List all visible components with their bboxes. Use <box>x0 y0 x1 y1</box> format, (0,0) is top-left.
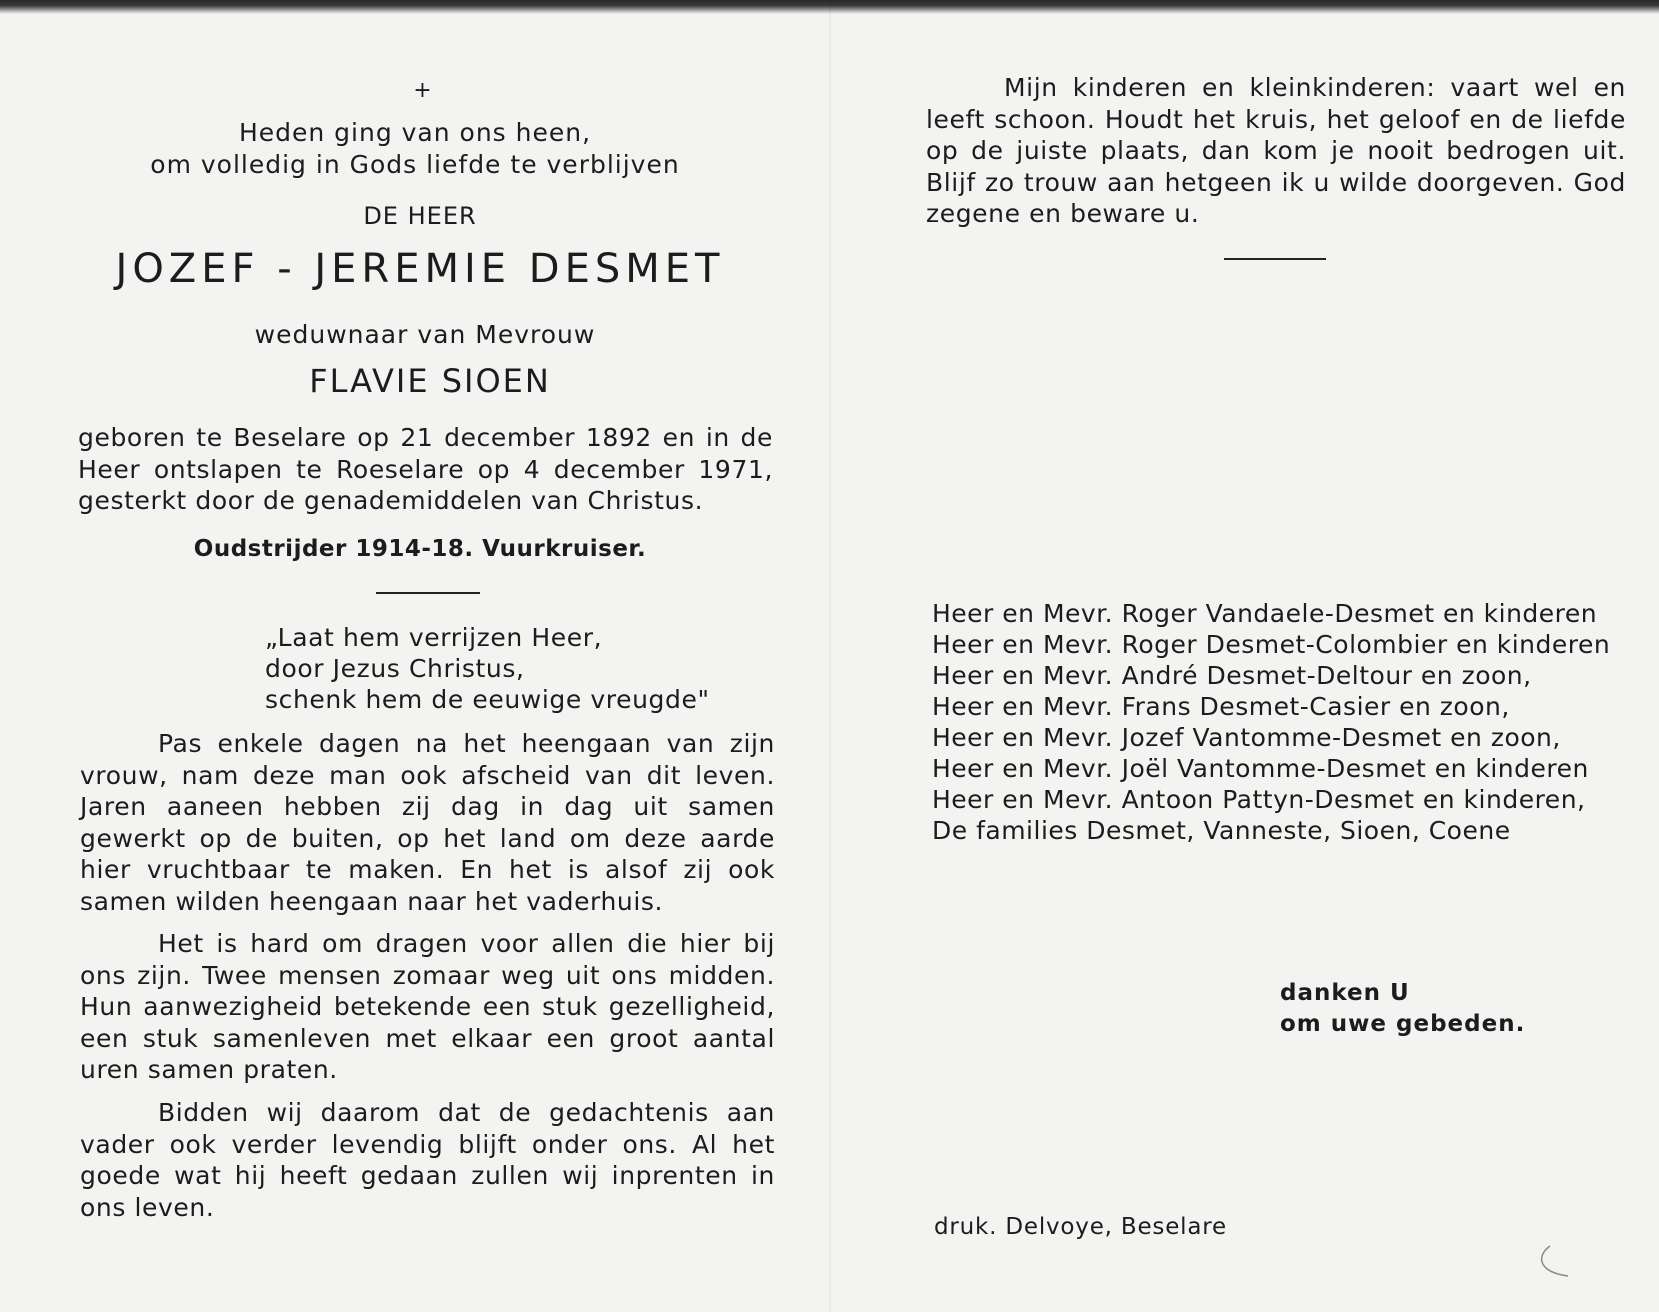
quote-line: „Laat hem verrijzen Heer, <box>265 623 603 652</box>
thanks-line: om uwe gebeden. <box>1280 1011 1526 1037</box>
intro-line-2: om volledig in Gods liefde te verblijven <box>150 150 680 179</box>
quote-line: schenk hem de eeuwige vreugde" <box>265 685 710 714</box>
wife-name: FLAVIE SIOEN <box>309 362 551 400</box>
relative-line: Heer en Mevr. Roger Desmet-Colombier en kinderen <box>932 630 1611 659</box>
paragraph-text: Pas enkele dagen na het heengaan van zijn vrouw, nam deze man ook afscheid van dit leven. Jaren aaneen hebben zij dag in dag uit samen gewerkt op de buiten, op het land om deze aarde hier vruchtbaar te maken. En het is alsof zij ook samen wilden heengaan naar het vaderhuis. <box>80 729 775 916</box>
paragraph-text: Bidden wij daarom dat de gedachtenis aan vader ook verder levendig blijft onder ons. Al het goede wat hij heeft gedaan zullen wij inprenten in ons leven. <box>80 1098 775 1222</box>
quote-line: door Jezus Christus, <box>265 654 525 683</box>
paragraph-text: Mijn kinderen en kleinkinderen: vaart wel en leeft schoon. Houdt het kruis, het geloof en de liefde op de juiste plaats, dan kom je nooit bedrogen uit. Blijf zo trouw aan hetgeen ik u wilde doorgeven. God zegene en beware u. <box>926 73 1626 228</box>
relative-line: Heer en Mevr. Frans Desmet-Casier en zoon, <box>932 692 1510 721</box>
relative-line: De families Desmet, Vanneste, Sioen, Coene <box>932 816 1511 845</box>
divider-rule <box>1224 258 1326 260</box>
relative-line: Heer en Mevr. André Desmet-Deltour en zoon, <box>932 661 1532 690</box>
paragraph-text: Het is hard om dragen voor allen die hier bij ons zijn. Twee mensen zomaar weg uit ons midden. Hun aanwezigheid betekende een stuk gezelligheid, een stuk samenleven met elkaar een groot aantal uren samen praten. <box>80 929 775 1084</box>
relative-line: Heer en Mevr. Jozef Vantomme-Desmet en zoon, <box>932 723 1561 752</box>
thanks-line: danken U <box>1280 980 1410 1006</box>
relatives-list <box>932 598 1652 846</box>
widower-line: weduwnaar van Mevrouw <box>254 320 596 349</box>
farewell-paragraph <box>926 72 1626 230</box>
relative-line: Heer en Mevr. Antoon Pattyn-Desmet en kinderen, <box>932 785 1586 814</box>
card-fold <box>829 0 831 1312</box>
veteran-line: Oudstrijder 1914-18. Vuurkruiser. <box>193 536 647 562</box>
reflection-paragraph-1 <box>80 728 775 917</box>
intro-line-1: Heden ging van ons heen, <box>238 118 592 147</box>
relative-line: Heer en Mevr. Joël Vantomme-Desmet en kinderen <box>932 754 1589 783</box>
reflection-paragraph-2 <box>80 928 775 1086</box>
birth-death-paragraph: geboren te Beselare op 21 december 1892 en in de Heer ontslapen te Roeselare op 4 december 1971, gesterkt door de genademiddelen van Christus. <box>78 423 773 515</box>
thanks-block <box>1280 978 1580 1040</box>
honorific-title: DE HEER <box>363 202 477 230</box>
divider-rule <box>376 592 480 594</box>
reflection-paragraph-3 <box>80 1097 775 1223</box>
printer-credit: druk. Delvoye, Beselare <box>934 1214 1227 1240</box>
deceased-name: JOZEF - JEREMIE DESMET <box>115 246 725 292</box>
prayer-quote <box>265 622 765 715</box>
pencil-mark-icon <box>1528 1242 1588 1282</box>
relative-line: Heer en Mevr. Roger Vandaele-Desmet en kinderen <box>932 599 1598 628</box>
left-page <box>0 0 829 1312</box>
cross-symbol: + <box>413 78 433 103</box>
